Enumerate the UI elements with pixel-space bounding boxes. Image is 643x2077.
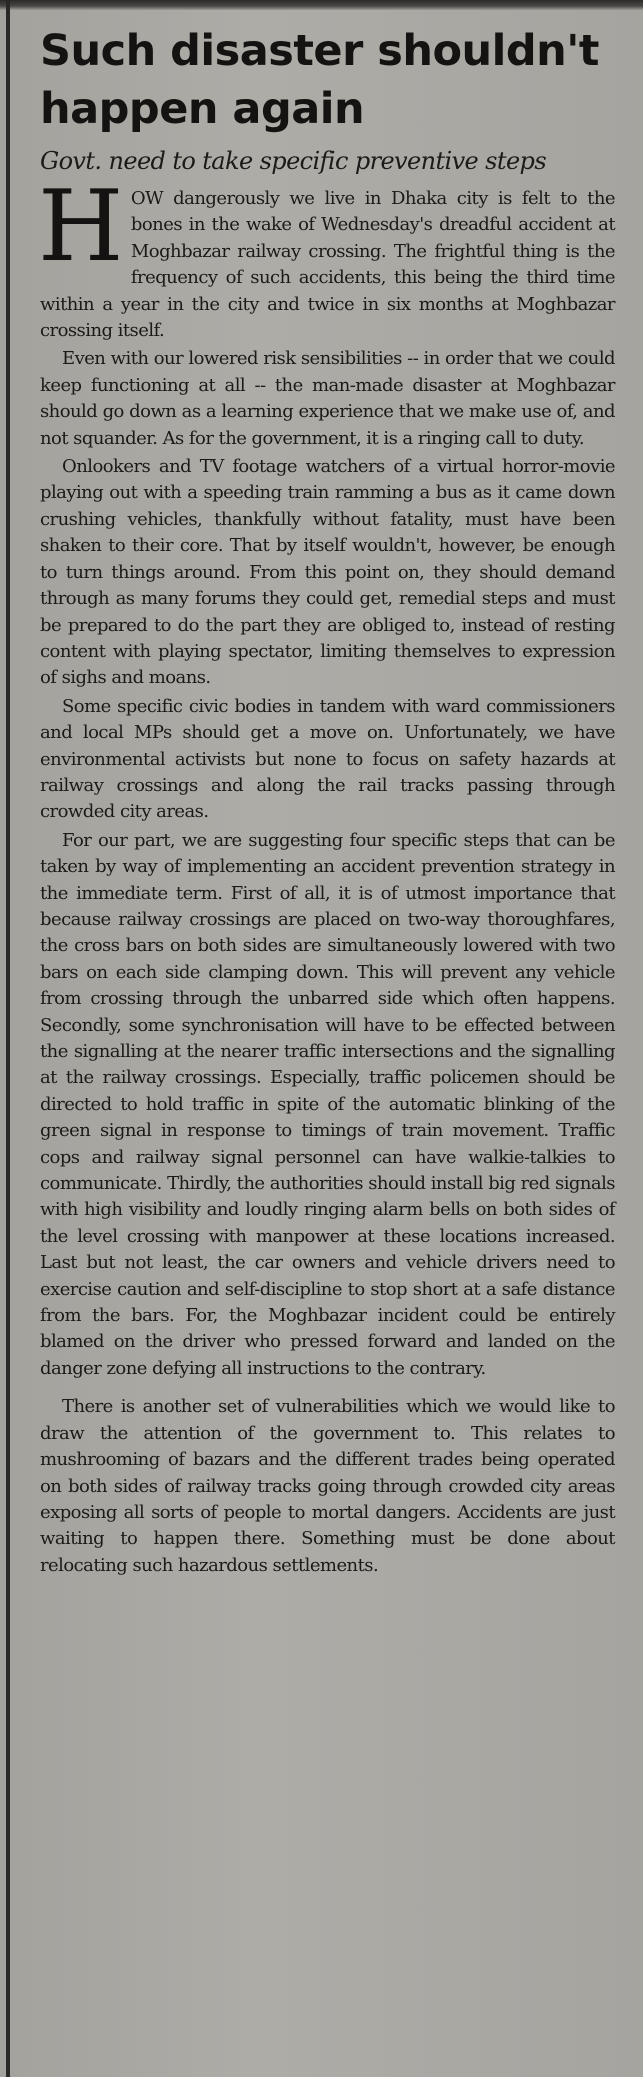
article-subhead: Govt. need to take specific preventive steps (40, 147, 547, 175)
page-masthead (150, 0, 510, 8)
left-column-rule (6, 0, 10, 2077)
article-paragraph-2: Even with our lowered risk sensibilities -- in order that we could keep functioning at all -- the man-made disaster at Moghbazar should go down as a learning experience that we make use of, and not squander. As for the government, it is a ringing call to duty. (40, 348, 615, 449)
article-paragraph-5: For our part, we are suggesting four specific steps that can be taken by way of implementing an accident prevention strategy in the immediate term. First of all, it is of utmost importance that because railway crossings are placed on two-way thoroughfares, the cross bars on both sides are simultaneously lowered with two bars on each side clamping down. This will prevent any vehicle from crossing through the unbarred side which often happens. Secondly, some synchronisation will have to be effected between the signalling at the nearer traffic intersections and the signalling at the railway crossings. Especially, traffic policemen should be directed to hold traffic in spite of the automatic blinking of the green signal in response to timings of train movement. Traffic cops and railway signal personnel can have walkie-talkies to communicate. Thirdly, the authorities should install big red signals with high visibility and loudly ringing alarm bells on both sides of the level crossing with manpower at these locations increased. Last but not least, the car owners and vehicle drivers need to exercise caution and self-discipline to stop short at a safe distance from the bars. For, the Moghbazar incident could be entirely blamed on the driver who pressed forward and landed on the danger zone defying all instructions to the contrary. (40, 829, 615, 1379)
article-body (38, 170, 615, 1579)
article-paragraph-6: There is another set of vulnerabilities which we would like to draw the attention of the government to. This relates to mushrooming of bazars and the different trades being operated on both sides of railway tracks going through crowded city areas exposing all sorts of people to mortal dangers. Accidents are just waiting to happen there. Something must be done about relocating such hazardous settlements. (40, 1396, 615, 1576)
article-paragraph-3: Onlookers and TV footage watchers of a virtual horror-movie playing out with a speeding train ramming a bus as it came down crushing vehicles, thankfully without fatality, must have been shaken to their core. That by itself wouldn't, however, be enough to turn things around. From this point on, they should demand through as many forums they could get, remedial steps and must be prepared to do the part they are obliged to, instead of resting content with playing spectator, limiting themselves to expression of sighs and moans. (40, 456, 615, 689)
article-headline: Such disaster shouldn't happen again (40, 26, 599, 134)
editorial-article (40, 22, 615, 1579)
paragraph-text: OW dangerously we live in Dhaka city is felt to the bones in the wake of Wednesday's dreadful accident at Moghbazar railway crossing. The frightful thing is the frequency of such accidents, this being the third time within a year in the city and twice in six months at Moghbazar crossing itself. (40, 188, 615, 342)
drop-cap: H (38, 170, 123, 284)
article-paragraph-1 (38, 170, 615, 344)
article-paragraph-4: Some specific civic bodies in tandem with ward commissioners and local MPs should get a move on. Unfortunately, we have environmental activists but none to focus on safety hazards at railway crossings and along the rail tracks passing through crowded city areas. (40, 695, 615, 823)
